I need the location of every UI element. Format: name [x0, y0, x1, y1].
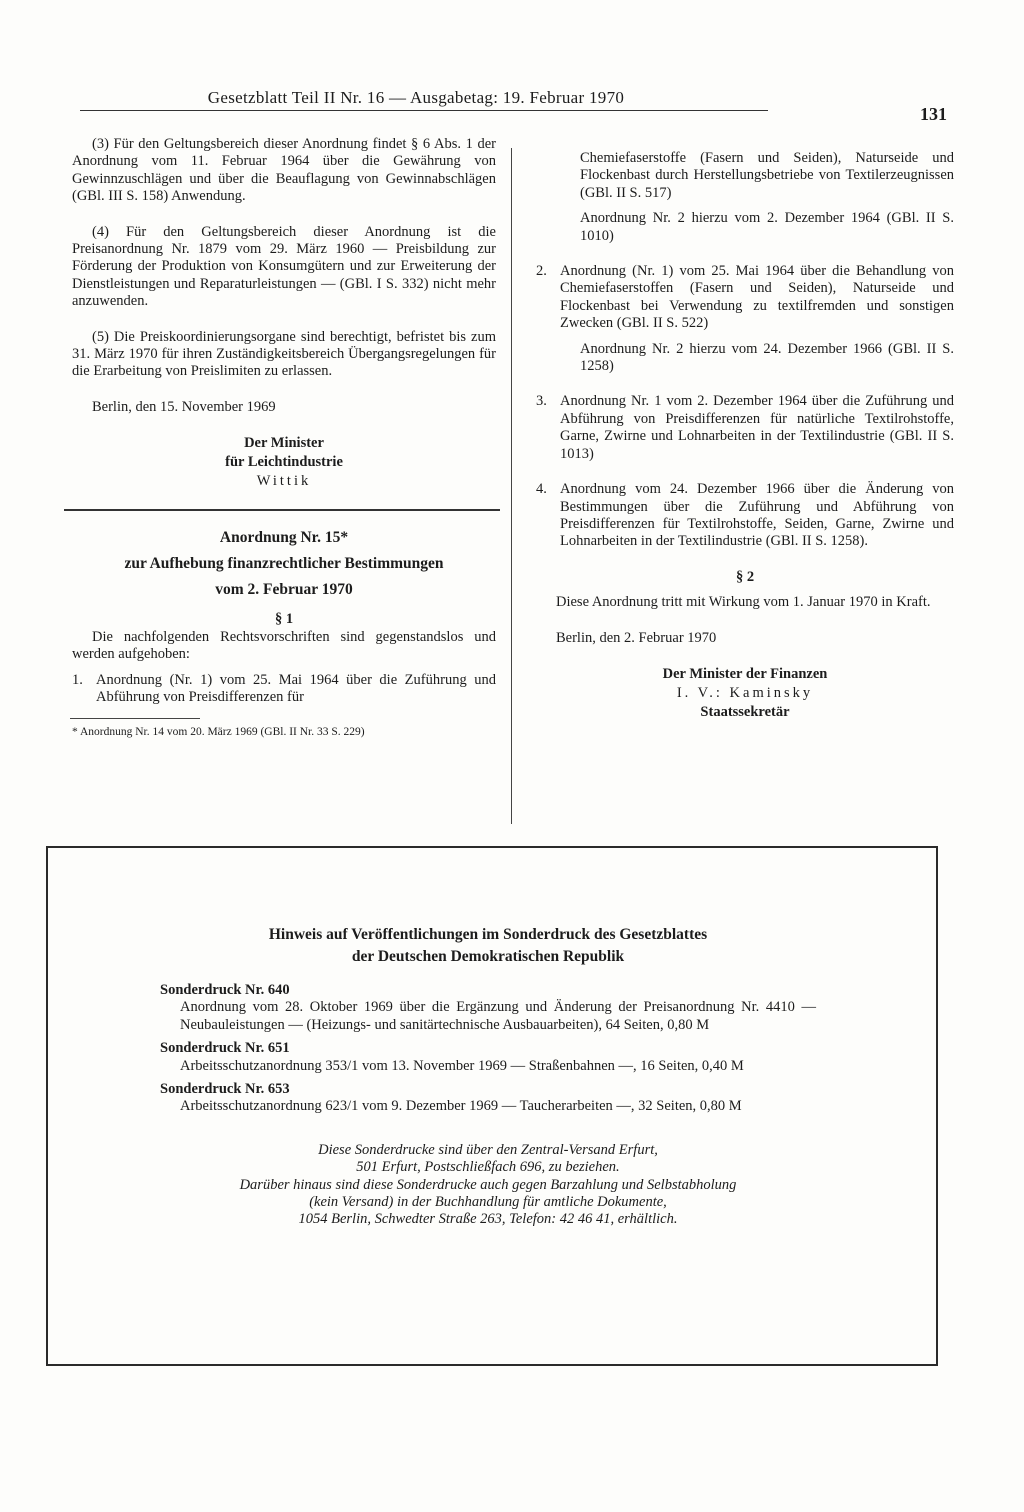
paragraph-5: (5) Die Preiskoordinierungsorgane sind berechtigt, befristet bis zum 31. März 1970 für ihren Zuständigkeitsbereich Übergangsregelungen für die Erarbeitung von Preislimiten zu erlassen.	[72, 328, 496, 380]
sonderdruck-heading: Sonderdruck Nr. 651	[160, 1040, 290, 1057]
list-item-number: 3.	[536, 393, 547, 410]
left-column	[72, 136, 496, 739]
list-item-number: 4.	[536, 481, 547, 498]
list-item-text: Anordnung vom 24. Dezember 1966 über die Änderung von Bestimmungen über die Zuführung und Abführung von Preisdifferenzen für Textilrohstoffe, Seiden, Garne, Zwirne und Lohnarbeiten in der Textilindustrie (GBl. II S. 1258).	[560, 481, 954, 550]
ordering-note-line: Diese Sonderdrucke sind über den Zentral-Versand Erfurt,	[318, 1141, 658, 1158]
ordering-note-line: Darüber hinaus sind diese Sonderdrucke auch gegen Barzahlung und Selbstabholung	[239, 1176, 737, 1193]
list-item-number: 1.	[72, 671, 83, 688]
sonderdruck-text: Arbeitsschutzanordnung 353/1 vom 13. November 1969 — Straßenbahnen —, 16 Seiten, 0,40 M	[180, 1057, 744, 1074]
order-title-line-1: Anordnung Nr. 15*	[219, 529, 349, 547]
place-date: Berlin, den 15. November 1969	[92, 398, 276, 415]
paragraph-3: (3) Für den Geltungsbereich dieser Anordnung findet § 6 Abs. 1 der Anordnung vom 11. Februar 1964 über die Gewährung von Gewinnzuschlägen und über die Beauflagung von Gewinnabschlägen (GBl. III S. 158) Anwendung.	[72, 136, 496, 205]
paragraph-4: (4) Für den Geltungsbereich dieser Anordnung ist die Preisanordnung Nr. 1879 vom 29. März 1960 — Preisbildung zur Förderung der Produktion von Konsumgütern und zur Erweiterung der Dienstleistungen und Reparaturleistungen — (GBl. I S. 332) nicht mehr anzuwenden.	[72, 223, 496, 310]
ordering-note-line: 1054 Berlin, Schwedter Straße 263, Telefon: 42 46 41, erhältlich.	[298, 1211, 678, 1228]
sonderdruck-text: Anordnung vom 28. Oktober 1969 über die Ergänzung und Änderung der Preisanordnung Nr. 4410 — Neubauleistungen — (Heizungs- und sanitärtechnische Ausbauarbeiten), 64 Seiten, 0,80 M	[180, 999, 816, 1033]
signatory-name: I. V.: Kaminsky	[676, 684, 814, 701]
signatory-title-2: für Leichtindustrie	[225, 454, 343, 471]
order-title-line-3: vom 2. Februar 1970	[215, 581, 353, 599]
signatory-name: Wittik	[256, 473, 312, 490]
section-2-text: Diese Anordnung tritt mit Wirkung vom 1. Januar 1970 in Kraft.	[556, 594, 931, 611]
notice-title-line-1: Hinweis auf Veröffentlichungen im Sonderdruck des Gesetzblattes	[268, 926, 708, 943]
notice-title	[160, 924, 816, 968]
item-1-continued: Chemiefaserstoffe (Fasern und Seiden), Naturseide und Flockenbast durch Herstellungsbetriebe von Textilerzeugnissen (GBl. II S. 517)	[580, 150, 954, 201]
section-divider	[64, 509, 500, 511]
header-rule	[80, 110, 768, 111]
footnote-rule	[70, 718, 200, 719]
signatory-role: Staatssekretär	[700, 703, 790, 720]
sonderdruck-heading: Sonderdruck Nr. 653	[160, 1081, 290, 1098]
notice-box-content	[160, 924, 816, 1229]
ordering-note	[160, 1142, 816, 1229]
ordering-note-line: 501 Erfurt, Postschließfach 696, zu beziehen.	[356, 1159, 620, 1176]
footnote: * Anordnung Nr. 14 vom 20. März 1969 (GBl. II Nr. 33 S. 229)	[72, 726, 365, 739]
signatory-title-1: Der Minister	[244, 435, 324, 452]
section-2-mark: § 2	[735, 568, 755, 585]
list-item	[536, 263, 954, 333]
list-item	[72, 672, 496, 707]
order-title	[72, 525, 496, 603]
signatory-title: Der Minister der Finanzen	[662, 665, 828, 682]
item-1-sub: Anordnung Nr. 2 hierzu vom 2. Dezember 1964 (GBl. II S. 1010)	[580, 210, 954, 244]
list-item-sub	[536, 341, 954, 376]
sonderdruck-heading: Sonderdruck Nr. 640	[160, 982, 290, 998]
right-column	[536, 150, 954, 722]
notice-title-line-2: der Deutschen Demokratischen Republik	[351, 948, 625, 965]
sonderdruck-text: Arbeitsschutzanordnung 623/1 vom 9. Dezember 1969 — Taucherarbeiten —, 32 Seiten, 0,80 M	[180, 1098, 742, 1115]
page-number: 131	[920, 104, 947, 124]
section-1-mark: § 1	[274, 611, 294, 628]
list-item-text: Anordnung (Nr. 1) vom 25. Mai 1964 über die Zuführung und Abführung von Preisdifferenzen für	[96, 671, 496, 705]
list-item-text: Anordnung (Nr. 1) vom 25. Mai 1964 über die Behandlung von Chemiefaserstoffen (Fasern und Seiden), Naturseide und Flockenbast bei Verwendung zu textilfremden und sonstigen Zwecken (GBl. II S. 522)	[560, 263, 954, 332]
list-item	[536, 481, 954, 551]
item-2-sub: Anordnung Nr. 2 hierzu vom 24. Dezember 1966 (GBl. II S. 1258)	[580, 340, 954, 375]
list-item-number: 2.	[536, 263, 547, 280]
running-header: Gesetzblatt Teil II Nr. 16 — Ausgabetag: 19. Februar 1970	[207, 88, 625, 107]
list-item	[536, 393, 954, 463]
order-title-line-2: zur Aufhebung finanzrechtlicher Bestimmungen	[124, 555, 444, 573]
ordering-note-line: (kein Versand) in der Buchhandlung für amtliche Dokumente,	[309, 1194, 667, 1211]
section-1-intro: Die nachfolgenden Rechtsvorschriften sind gegenstandslos und werden aufgehoben:	[72, 628, 496, 663]
place-date: Berlin, den 2. Februar 1970	[556, 629, 717, 646]
list-item-continuation	[536, 150, 954, 245]
list-item-text: Anordnung Nr. 1 vom 2. Dezember 1964 über die Zuführung und Abführung von Preisdifferenzen für natürliche Textilrohstoffe, Garne, Zwirne und Lohnarbeiten in der Textilindustrie (GBl. II S. 1013)	[560, 393, 954, 462]
column-divider	[511, 148, 512, 824]
